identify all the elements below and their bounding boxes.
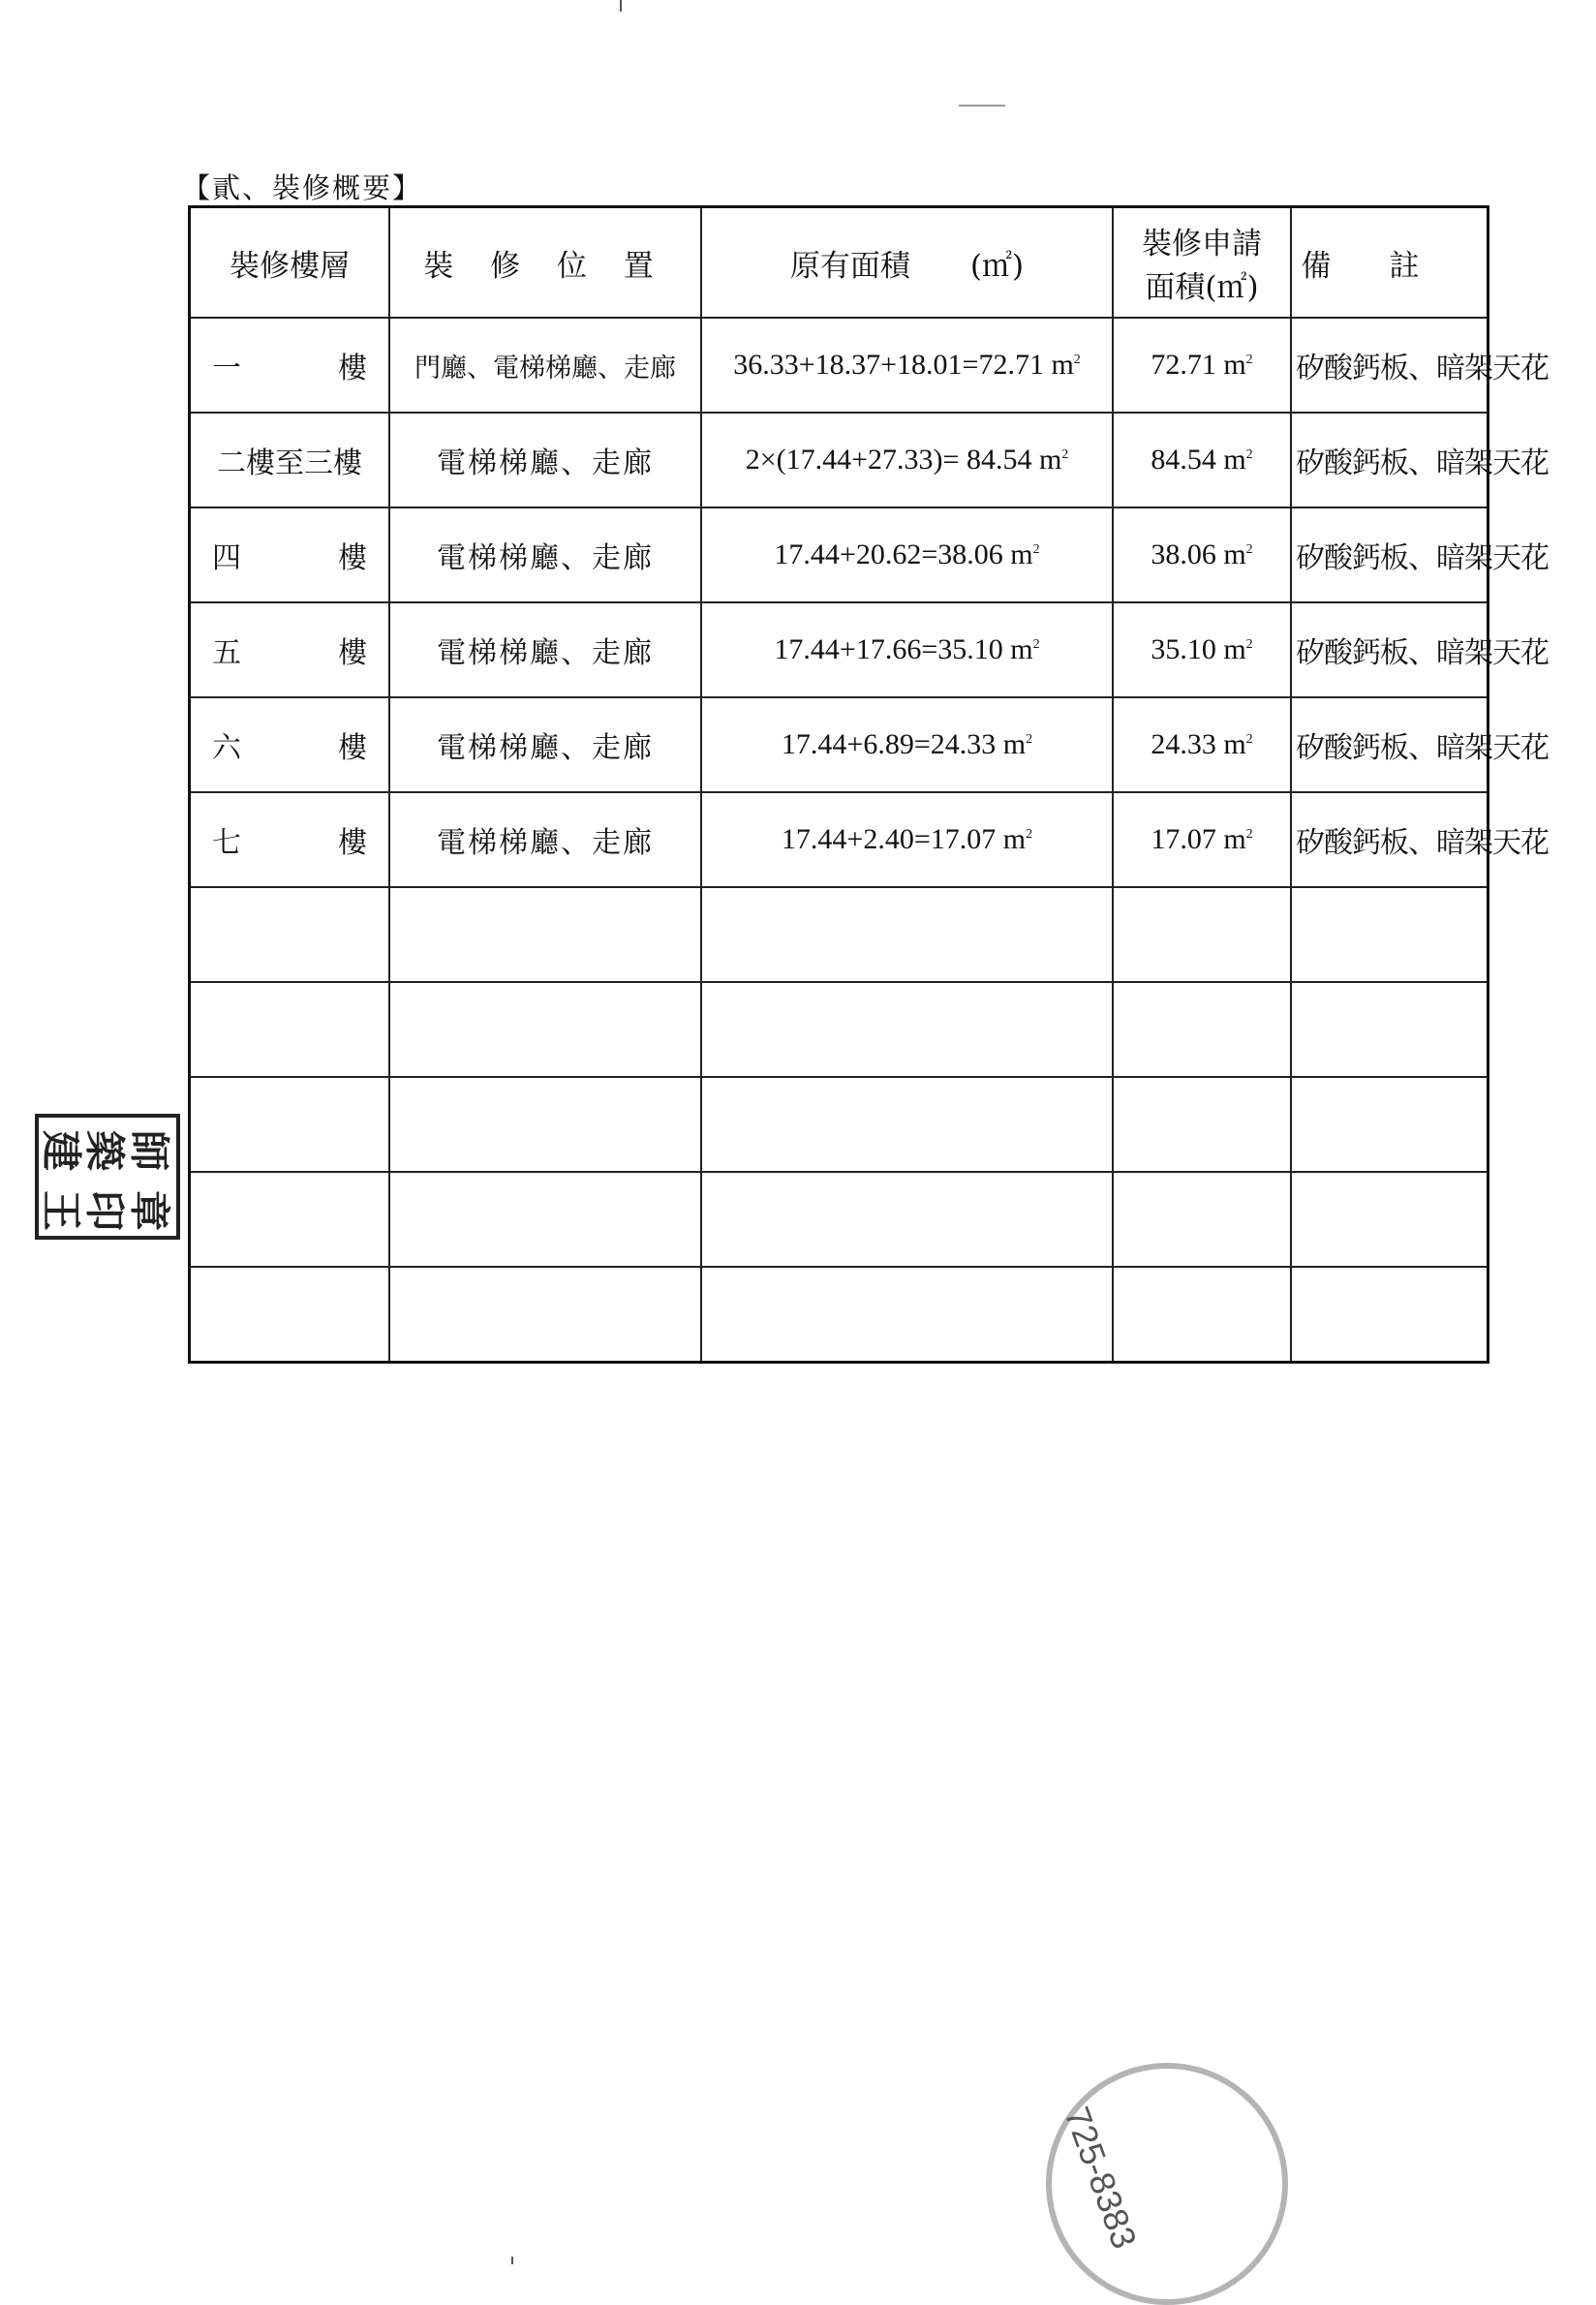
table-row — [190, 318, 1489, 413]
floor-label: 四 — [212, 541, 241, 575]
cell-note: 矽酸鈣板、暗架天花 — [1291, 697, 1489, 792]
cell-floor — [190, 413, 390, 507]
empty-cell — [190, 1077, 390, 1172]
header-original-area: 原有面積 (㎡) — [701, 207, 1113, 319]
section-title: 【貳、裝修概要】 — [182, 171, 423, 204]
cell-original-area — [701, 602, 1113, 697]
original-area-value: 17.44+6.89=24.33 m 2 — [782, 728, 1032, 760]
cell-original-area — [701, 318, 1113, 413]
floor-label: 七 — [212, 826, 241, 860]
empty-cell — [190, 887, 390, 982]
cell-note: 矽酸鈣板、暗架天花 — [1291, 413, 1489, 507]
empty-cell — [190, 1172, 390, 1267]
empty-cell — [701, 887, 1113, 982]
empty-cell — [1291, 1267, 1489, 1363]
empty-cell — [389, 1172, 701, 1267]
scan-mark — [620, 0, 622, 12]
original-area-value: 17.44+20.62=38.06 m 2 — [774, 538, 1039, 570]
empty-cell — [389, 887, 701, 982]
stamp-text: 725-8383 — [1057, 2102, 1146, 2254]
cell-position: 電梯梯廳、走廊 — [389, 507, 701, 602]
empty-row — [190, 1172, 1489, 1267]
floor-suffix: 樓 — [338, 352, 367, 385]
floor-label: 二樓至三樓 — [217, 446, 362, 480]
header-note: 備註 — [1291, 207, 1489, 319]
cell-position: 電梯梯廳、走廊 — [389, 792, 701, 887]
empty-cell — [1113, 1172, 1291, 1267]
empty-cell — [701, 1172, 1113, 1267]
cell-position: 門廳、電梯梯廳、走廊 — [389, 318, 701, 413]
cell-applied-area — [1113, 507, 1291, 602]
original-area-value: 36.33+18.37+18.01=72.71 m 2 — [733, 349, 1081, 381]
floor-suffix: 樓 — [338, 826, 367, 860]
cell-floor — [190, 792, 390, 887]
cell-original-area — [701, 413, 1113, 507]
cell-floor — [190, 602, 390, 697]
table-row — [190, 413, 1489, 507]
empty-cell — [190, 982, 390, 1077]
floor-label: 五 — [212, 636, 241, 670]
table-body — [190, 318, 1549, 1363]
empty-cell — [701, 1267, 1113, 1363]
cell-note: 矽酸鈣板、暗架天花 — [1291, 792, 1489, 887]
empty-cell — [1291, 982, 1489, 1077]
floor-label: 一 — [212, 352, 241, 385]
cell-applied-area — [1113, 792, 1291, 887]
floor-suffix: 樓 — [338, 636, 367, 670]
original-area-value: 17.44+2.40=17.07 m 2 — [782, 823, 1032, 855]
cell-note: 矽酸鈣板、暗架天花 — [1291, 507, 1489, 602]
cell-floor — [190, 318, 390, 413]
header-applied-area-line2: 面積(㎡) — [1145, 270, 1259, 305]
seal-char: 師 — [125, 1129, 173, 1172]
empty-cell — [1291, 1077, 1489, 1172]
empty-row — [190, 1077, 1489, 1172]
cell-applied-area — [1113, 318, 1291, 413]
cell-position: 電梯梯廳、走廊 — [389, 413, 701, 507]
cell-original-area — [701, 792, 1113, 887]
empty-cell — [1113, 1077, 1291, 1172]
table-header-row — [190, 207, 1489, 319]
cell-applied-area — [1113, 413, 1291, 507]
applied-area-value: 24.33 m 2 — [1151, 728, 1252, 760]
table-row — [190, 507, 1489, 602]
empty-cell — [1291, 1172, 1489, 1267]
empty-cell — [1113, 1267, 1291, 1363]
renovation-summary-table — [188, 205, 1549, 1364]
cell-applied-area — [1113, 697, 1291, 792]
cell-original-area — [701, 507, 1113, 602]
cell-floor — [190, 507, 390, 602]
empty-row — [190, 982, 1489, 1077]
cell-floor — [190, 697, 390, 792]
cell-original-area — [701, 697, 1113, 792]
empty-cell — [190, 1267, 390, 1363]
empty-cell — [389, 982, 701, 1077]
empty-cell — [389, 1267, 701, 1363]
seal-char: 築 — [80, 1129, 129, 1172]
architect-seal — [35, 1114, 180, 1240]
floor-suffix: 樓 — [338, 541, 367, 575]
cell-note: 矽酸鈣板、暗架天花 — [1291, 318, 1489, 413]
original-area-value: 17.44+17.66=35.10 m 2 — [774, 633, 1039, 665]
seal-char: 章 — [125, 1189, 173, 1232]
scan-mark — [511, 2257, 513, 2264]
header-applied-area — [1113, 207, 1291, 319]
header-position: 裝 修 位 置 — [389, 207, 701, 319]
table-row — [190, 602, 1489, 697]
table-row — [190, 792, 1489, 887]
empty-cell — [1291, 887, 1489, 982]
empty-row — [190, 887, 1489, 982]
empty-cell — [701, 982, 1113, 1077]
seal-char: 王 — [37, 1189, 85, 1232]
seal-char: 建 — [37, 1129, 85, 1172]
cell-position: 電梯梯廳、走廊 — [389, 602, 701, 697]
empty-cell — [701, 1077, 1113, 1172]
cell-applied-area — [1113, 602, 1291, 697]
empty-row — [190, 1267, 1489, 1363]
applied-area-value: 84.54 m 2 — [1151, 444, 1252, 476]
original-area-value: 2×(17.44+27.33)= 84.54 m 2 — [746, 444, 1069, 476]
header-floor: 裝修樓層 — [190, 207, 390, 319]
empty-cell — [1113, 982, 1291, 1077]
floor-label: 六 — [212, 731, 241, 765]
applied-area-value: 17.07 m 2 — [1151, 823, 1252, 855]
empty-cell — [389, 1077, 701, 1172]
scan-mark — [959, 105, 1005, 107]
table-row — [190, 697, 1489, 792]
cell-note: 矽酸鈣板、暗架天花 — [1291, 602, 1489, 697]
applied-area-value: 35.10 m 2 — [1151, 633, 1252, 665]
cell-position: 電梯梯廳、走廊 — [389, 697, 701, 792]
applied-area-value: 72.71 m 2 — [1151, 349, 1252, 381]
floor-suffix: 樓 — [338, 731, 367, 765]
header-applied-area-line1: 裝修申請 — [1142, 227, 1262, 261]
empty-cell — [1113, 887, 1291, 982]
applied-area-value: 38.06 m 2 — [1151, 538, 1252, 570]
seal-char: 印 — [80, 1189, 129, 1232]
